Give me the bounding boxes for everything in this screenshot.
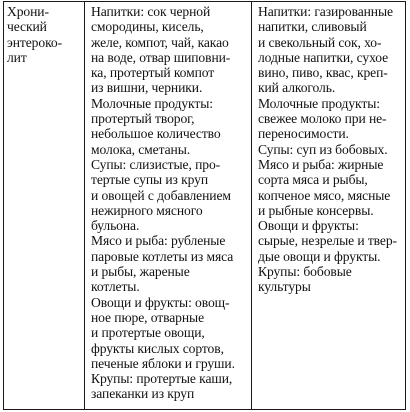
excluded-foods-column (252, 2, 405, 409)
excluded-foods-cell: Напитки: газированные напитки, сливовый и свекольный сок, хо- лодные напитки, сухое вино, пиво, квас, креп- кий алкоголь. Молочные продукты: свежее молоко при не- переносимости. Супы: суп из бобовых. Мясо и рыба: жирные сорта мяса и рыбы, копченое мясо, мясные и рыбные консервы. Овощи и фрукты: сырые, незрелые и твер- дые овощи и фрукты. Крупы: бобовые культуры (258, 4, 397, 295)
diet-table (3, 1, 406, 410)
recommended-foods-cell: Напитки: сок черной смородины, кисель, желе, компот, чай, какао на воде, отвар шиповни- ка, протертый компот из вишни, черники. Молочные продукты: протертый творог, небольшое количество молока, сметаны. Супы: слизистые, про- тертые супы из круп и овощей с добавлением нежирного мясного бульона. Мясо и рыба: рубленые паровые котлеты из мяса и рыбы, жареные котлеты. Овощи и фрукты: овощ- ное пюре, отварные и протертые овощи, фрукты кислых сортов, печеные яблоки и груши. Крупы: протертые каши, запеканки из круп (91, 4, 235, 402)
condition-column (4, 2, 85, 409)
condition-cell: Хрони- ческий энтероко- лит (7, 4, 63, 65)
recommended-foods-column (85, 2, 252, 409)
